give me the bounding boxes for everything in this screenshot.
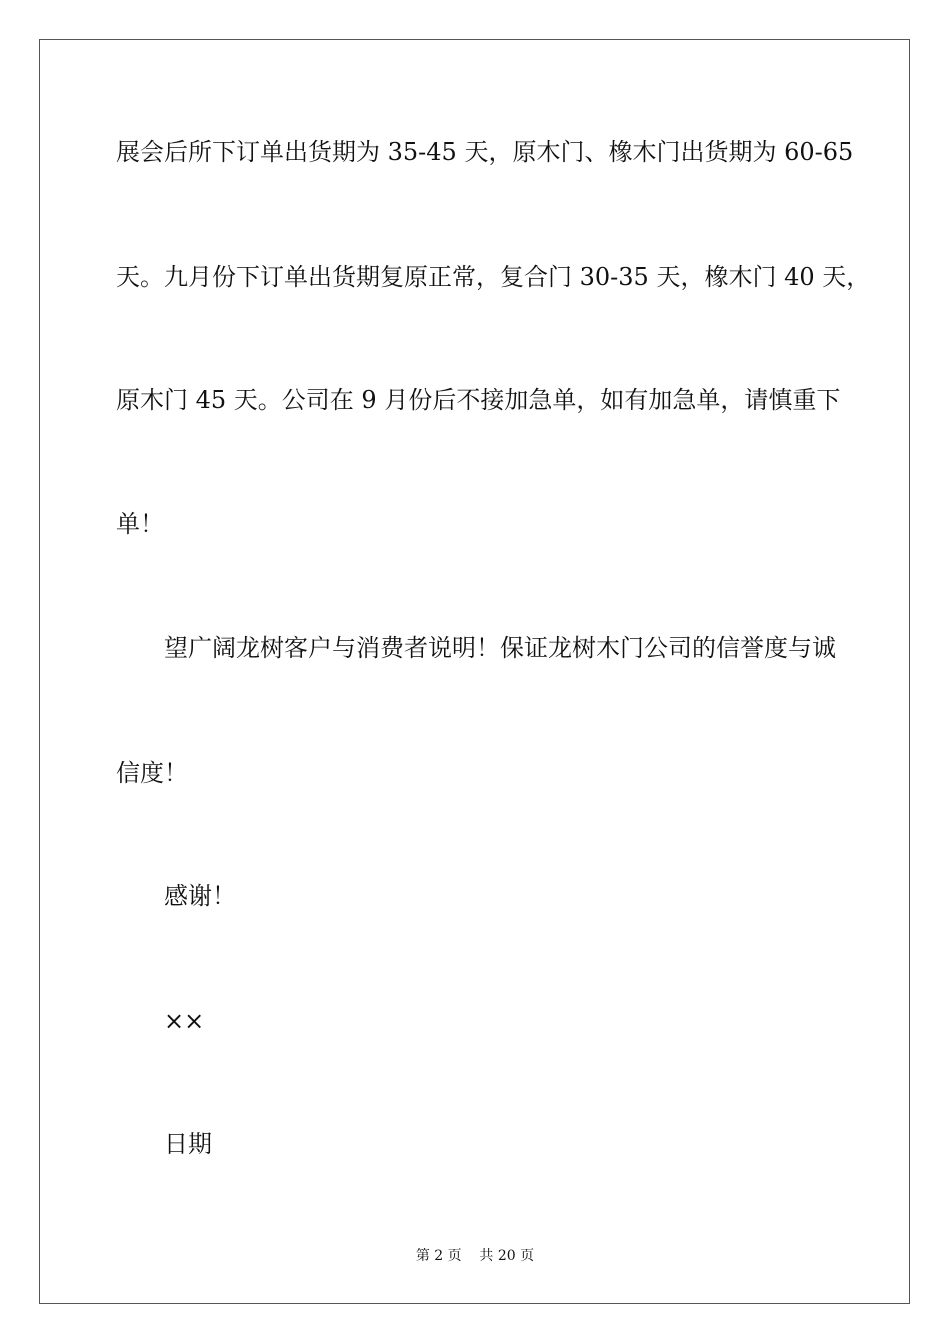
body-line-2: 天。九月份下订单出货期复原正常，复合门 30-35 天，橡木门 40 天， xyxy=(116,263,871,291)
page-frame xyxy=(39,39,910,1304)
body-line-6: 信度！ xyxy=(116,759,188,787)
body-line-3: 原木门 45 天。公司在 9 月份后不接加急单，如有加急单，请慎重下 xyxy=(116,386,841,414)
page-number-footer: 第 2 页 共 20 页 xyxy=(415,1248,535,1264)
body-line-4: 单！ xyxy=(116,510,164,538)
signature-line: ×× xyxy=(164,1007,205,1035)
body-line-1: 展会后所下订单出货期为 35-45 天，原木门、橡木门出货期为 60-65 xyxy=(116,138,854,166)
body-line-5: 望广阔龙树客户与消费者说明！保证龙树木门公司的信誉度与诚 xyxy=(164,634,836,662)
date-line: 日期 xyxy=(164,1130,212,1158)
thanks-line: 感谢！ xyxy=(164,882,236,910)
